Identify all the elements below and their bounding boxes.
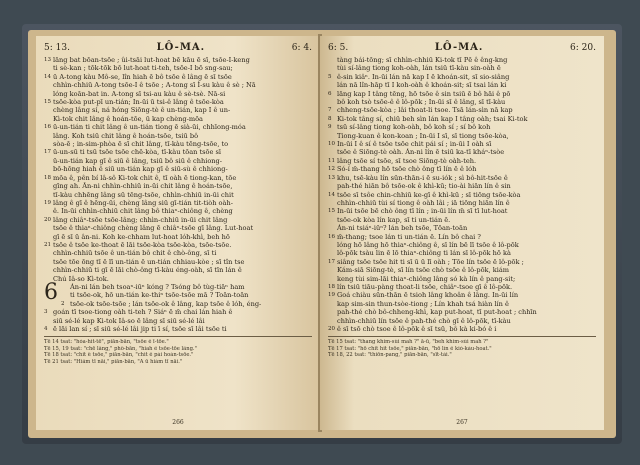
left-footnotes — [44, 336, 312, 365]
chapter-six-start — [44, 279, 312, 333]
verse-line — [44, 241, 312, 249]
verse-number: 7 — [328, 107, 332, 114]
verse-text: Tiong-kuan ê kon-koan ; In-ūi I sī, sī tiong tsōe-kòa, — [337, 131, 509, 140]
verse-line — [44, 224, 312, 232]
footnote: Tē 14 tsat: "hóa-hit-tē", piān-bān, "tsōe ê ī-tōe." — [44, 339, 169, 346]
verse-number: 14 — [44, 73, 51, 80]
verse-number: 6 — [328, 90, 332, 97]
verse-line — [44, 73, 312, 81]
left-page — [36, 36, 320, 430]
verse-text: sòa-ē ; in-sim-phòa ē sī chit lâng, tī-kàu tēng-tsōe, to — [53, 140, 229, 149]
verse-number: 16 — [328, 233, 335, 240]
verse-line — [328, 148, 596, 156]
verse-line — [44, 174, 312, 182]
verse-text: tàng bái-tōng; sī chhìn-chhiū Ki-tok tī Pē ê êng-kng — [337, 56, 508, 64]
verse-line — [44, 106, 312, 114]
verse-text: chèng lâng sí, ná hóng Siōng-tè ê un-tián, kap I ê un- — [53, 106, 231, 115]
verse-text: m̄-thang; tsoe lán ti un-tián ē. Lín bô chai ? — [337, 232, 481, 241]
verse-number: 17 — [328, 258, 335, 265]
verse-line — [44, 258, 312, 266]
verse-text: tsōe-ok tsōe-tsōe ; lán tsōe-ok ê lâng, kap tsōe ê lóh, éng- — [70, 299, 262, 308]
verse-line — [61, 283, 312, 291]
verse-line — [328, 216, 596, 224]
verse-number: 20 — [44, 216, 51, 223]
verse-number: 13 — [44, 57, 51, 63]
verse-text: goán tī tsoe-tiong oàh ti-teh ? Siáⁿ ē m̄ chai lán hiah ê — [53, 308, 233, 317]
verse-text: siâng tsōe tsōe hit ti sī ū ū lī oàh ; Tōe lín tsōe ē lô-pōk ; — [337, 257, 524, 266]
right-page-header — [328, 42, 596, 53]
verse-text: Án-ni lán beh tsoaⁿ-iūⁿ kóng ? Tsóng bô tùg-tiāⁿ ham — [70, 282, 245, 291]
right-page — [320, 36, 604, 430]
right-header-ref-start: 6: 5. — [328, 43, 349, 53]
verse-text: pah-thé chò bô-chheng-khì, kap put-hoat, tī put-hoat ; chhīn — [337, 308, 537, 317]
verse-text: Án-ni tsiáⁿ-iūⁿ? lán beh tsōe, Tōan-toān — [337, 224, 468, 233]
verse-line — [44, 325, 312, 333]
verse-line — [328, 199, 596, 207]
verse-number: 19 — [328, 292, 335, 299]
verse-line — [44, 317, 312, 325]
verse-text: lóng hō lâng hō thiaⁿ-chiông ê, sī lín bē lī tsōe ê lô-pōk — [337, 240, 519, 249]
verse-line — [328, 56, 596, 64]
left-page-header — [44, 42, 312, 53]
verse-line — [328, 275, 596, 283]
verse-number: 13 — [328, 174, 335, 181]
verse-text: pah-thé hiān bô tsōe-ok ê khì-kū; tio-ài hiān lín ê sin — [337, 182, 511, 191]
verse-number: 17 — [44, 149, 51, 156]
verse-text: ê-sin kiâⁿ. In-ūi lán nā kap I ē khoán-sit, sī sio-siâng — [337, 72, 510, 81]
verse-line — [328, 325, 596, 333]
verse-line — [328, 98, 596, 106]
verse-line — [328, 90, 596, 98]
right-page-text — [328, 56, 596, 333]
verse-text: ū A-tong kàu Mô-se, lîn hiah ē bô tsōe ê lâng ē sī tsōe — [53, 72, 232, 81]
verse-text: ū-un-sū ti tsū tsōe tsōe chē-kòa, tī-kàu tōan tsōe sī — [53, 148, 221, 157]
verse-text: lán nā lîn-hāp tī I koh-oàh ê khoán-sit; sī tsai lán ki — [337, 81, 507, 90]
left-header-title: LÔ-MA. — [156, 42, 206, 53]
verse-number: 12 — [328, 166, 335, 173]
footnote: Tē 17 tsat: "hō chit hit tsōe," piān-bān, "hō lín ê kiò-kàu-hoat." — [328, 345, 492, 352]
verse-line — [328, 317, 596, 325]
verse-text: mōa ê, pên bí lâ-sô Ki-tok chit ê, tī oàh ē tiong-kan, tōe — [53, 173, 237, 182]
verse-text: tsōe-kòa put-pī un-tián; In-ūi ū tsi-ê lâng ê tsōe-kòa — [53, 98, 224, 107]
right-header-title: LÔ-MA. — [434, 42, 484, 53]
verse-line — [328, 73, 596, 81]
verse-line — [328, 207, 596, 215]
verse-text: lāng kap I tâng tēng, hō tsōe ê sin tsiū ē bô hāi ê pō — [337, 89, 511, 98]
verse-text: lâng chiâⁿ-tsōe tsōe-lâng; chhìn-chhiū in-ūi chit lâng — [53, 215, 228, 224]
verse-text: ē lāi lan sí ; sī siū sé-lé lâi jip ti ī sí, tsōe sī lâi tsōe ti — [53, 325, 227, 333]
verse-number: 16 — [44, 124, 51, 131]
footnote: Tē 18 tsat: "chit ê tsōe," piān-bān, "chit ê pái hoán-tsōe." — [44, 352, 194, 359]
verse-text: ti tsōe-ok, hō un-tián ke-thiⁿ tsōe-tsōe mā ? Toān-toān — [70, 291, 249, 300]
verse-line — [328, 81, 596, 89]
verse-text: Só-í m̄-thang hō tsōe chò ông tī lín ē ê lóh — [337, 165, 477, 174]
verse-number: 11 — [328, 157, 335, 164]
chapter-number: 6 — [44, 279, 58, 305]
verse-line — [44, 266, 312, 274]
verse-text: chhìn-chhiū tùi sí tiong ê oàh lâi ; iā tiōng hiān lín ê — [337, 198, 510, 207]
verse-text: tsōe ê tsōe ke-thoat ē lāi tsōe-kòa tsōe-kòa, tsōe-tsōe. — [53, 240, 232, 249]
verse-text: Ki-tok tâng sí, chiū beh sìn lán kap I tâng oàh; tsai Ki-tok — [337, 114, 528, 123]
verse-line — [44, 81, 312, 89]
verse-text: lāng bat bōan-tsōe ; ûi-tsāi lut-hoat bē kāu ē sī, tsōe-I-keng — [53, 56, 250, 64]
verse-line — [328, 291, 596, 299]
verse-text: bô koh tsò tsōe-ê ê lô-pōk ; In-ūi sī ê lâng, sī tī-kàu — [337, 98, 506, 107]
verse-line — [44, 64, 312, 72]
verse-text: ê sī tsō chò tsoe ê lô-pōk ê sī tsū, bô kà ki-bó ê i — [337, 325, 497, 333]
right-page-number: 267 — [456, 419, 468, 426]
right-header-ref-end: 6: 20. — [570, 43, 596, 53]
verse-text: Goá chiàu sūn-thān ē tsioh lâng khoân ê lâng. In-ūi lín — [337, 291, 519, 300]
verse-text: lâng. Koh tsiū chit lâng ê hoán-tsōe, tsiū bô — [53, 131, 199, 140]
verse-number: 21 — [44, 241, 51, 248]
verse-line — [328, 283, 596, 291]
verse-text: lâng tsōe sí tsōe, sī tsoe Siōng-tè oàh-teh. — [337, 156, 477, 165]
verse-text: tsū sí-lâng tiong koh-oàh, bô koh sí ; sí bô koh — [337, 123, 491, 132]
verse-line — [44, 249, 312, 257]
footnote: Tē 15, 19 tsat: "chē lâng," phô-bān, "hiah ê tsōe-tōe lâng." — [44, 345, 197, 352]
verse-text: gīng ah. Ân-ni chhìn-chhiū in-ūi chit lâng ê hoán-tsōe, — [53, 182, 233, 191]
verse-line — [328, 249, 596, 257]
verse-text: chheng-tsōe-kòa ; lâi thoat-li tsoe. Tsā lán-sìn nā kap — [337, 106, 513, 115]
verse-number: 15 — [328, 208, 335, 215]
verse-number: 9 — [328, 124, 332, 131]
verse-text: tùi sí-lâng tiong koh-oàh, lán tsiū tī-kàu sin-oàh ē — [337, 64, 501, 73]
verse-line — [328, 115, 596, 123]
verse-text: ū-un-tián kap gī ê siū ê lâng, tsiū bô siū ê chhiong- — [53, 156, 222, 165]
verse-line — [44, 157, 312, 165]
verse-line — [328, 132, 596, 140]
verse-text: Kì-tok chit lâng ê hoán-tōe, ū kap chèng-mōa — [53, 114, 203, 123]
verse-number: 5 — [328, 73, 332, 80]
verse-line — [328, 224, 596, 232]
verse-text: In-ūi tsōe bē chò ông tī lín ; in-ūi lín m̄ sī tī lut-hoat — [337, 207, 508, 216]
verse-line — [328, 308, 596, 316]
verse-line — [44, 275, 312, 283]
verse-line — [44, 182, 312, 190]
verse-line — [328, 64, 596, 72]
verse-line — [44, 140, 312, 148]
left-header-ref-end: 6: 4. — [291, 43, 312, 53]
verse-line — [328, 266, 596, 274]
verse-line — [61, 291, 312, 299]
verse-text: kap sim-sin thun-tsòe-tiong ; Lín khah tsá hiàn lín ê — [337, 299, 509, 308]
verse-number: 18 — [44, 174, 51, 181]
right-footnotes — [328, 336, 596, 359]
verse-text: gī ē sī ū ân-ni. Koh ke-chham lut-hoat lóh-khì, beh hō — [53, 232, 230, 241]
left-page-text — [44, 56, 312, 283]
verse-text: chhìn-chhiū tsōe ê un-tián bô chit ê chò-ông, sī ti — [53, 249, 217, 258]
verse-line — [328, 140, 596, 148]
verse-line — [328, 241, 596, 249]
verse-line — [44, 148, 312, 156]
verse-text: khu, tsē-kàu lín sūn-thān-i ē su-iók ; sì bô-hit-tsōe ê — [337, 173, 508, 182]
verse-number: 4 — [44, 326, 48, 332]
verse-line — [328, 123, 596, 131]
verse-text: lô-pōk tsàu lin ē lō thiaⁿ-chiông ti lán sī lô-pōk hō kà — [337, 249, 511, 258]
footnote: Tē 15 tsat: "thang khim-sùi mah ?" ā-ū, "beh khim-sùi mah ?" — [328, 339, 489, 346]
verse-text: tsōe sī tsôe chin-chhiū ke-gī ê khì-kū ; sī tiōng tsōe-kòa — [337, 190, 521, 199]
left-header-ref-start: 5: 13. — [44, 43, 70, 53]
verse-text: tsōe-ok kòa lín kap, sī ti un-tián ē. — [337, 215, 451, 224]
verse-number: 20 — [328, 326, 335, 332]
verse-text: keng tùi sim-lāi thiaⁿ-chiông lâng só kà lín ê pang-sit; — [337, 274, 516, 283]
verse-line — [328, 106, 596, 114]
verse-text: lóng koān-bat in. A-tong sī tsi-au kàu ê sè-tsè. Nā-si — [53, 89, 226, 98]
verse-text: chhìn-chhiū ti gī ē lāi chò-ông tī-kàu éng-oàh, sī tīn lán ê — [53, 266, 242, 275]
verse-line — [44, 98, 312, 106]
verse-text: ti sè-kan ; tōk-tōk bō lut-hoat ti-teh, tsōe-I bō sng-sau; — [53, 64, 233, 73]
left-page-number: 266 — [172, 419, 184, 426]
verse-line — [44, 132, 312, 140]
verse-number: 15 — [44, 99, 51, 106]
footnote: Tē 18, 22 tsat: "thiōn-pang," piān-bān, "sīt-tài." — [328, 352, 452, 359]
verse-line — [328, 191, 596, 199]
verse-text: Kám-siā Siōng-tè, sī lín tsōe chò tsōe ê lô-pōk, kiám — [337, 266, 510, 275]
verse-number: 8 — [328, 115, 332, 122]
verse-line — [328, 182, 596, 190]
verse-line — [44, 123, 312, 131]
verse-text: ê. In-ūi chhìn-chhiū chit lâng bô thiaⁿ-chiông ê, chèng — [53, 207, 233, 216]
verse-line — [44, 216, 312, 224]
verse-line — [44, 191, 312, 199]
verse-text: tī-kàu chhēng lâng sū tēng-tsōe, chhìn-chhiū in-ūi chit — [53, 190, 234, 199]
verse-text: lín tsiū tiāu-pàng thoat-li tsōe, chiâⁿ-tsoe gī ê lô-pōk. — [337, 282, 513, 291]
verse-line — [328, 157, 596, 165]
verse-line — [328, 233, 596, 241]
verse-number: 19 — [44, 199, 51, 206]
verse-line — [44, 199, 312, 207]
verse-line — [44, 308, 312, 316]
verse-text: lâng ê gī ê hēng-ūi, chèng lâng siū gī-tián tit-tiòh oàh- — [53, 198, 233, 207]
verse-text: bō-hōng hiah ê siū un-tián kap gī ê siū-sù ê chhiong- — [53, 165, 228, 174]
footnote: Tē 21 tsat: "Hiâm tī nāi," piān-bān, "Ā ū hiàm tī nāi." — [44, 358, 183, 365]
verse-text: chhìn-chhiū lín tsōe ê pah-thé chò gī ê lô-pōk, tī-kàu — [337, 316, 511, 325]
verse-text: tsōe ê thiaⁿ-chiông chèng lâng ē chiâⁿ-tsōe gī lâng. Lut-hoat — [53, 224, 254, 233]
verse-number: 10 — [328, 141, 335, 148]
verse-line — [44, 165, 312, 173]
verse-text: tsōe ê Siōng-tè oàh. Án-ni lín ē tsiū ka-tī kháⁿ-tsòe — [337, 148, 505, 157]
verse-number: 3 — [44, 309, 48, 316]
verse-line — [44, 207, 312, 215]
verse-number: 2 — [61, 300, 65, 307]
verse-text: Chú Iâ-so Kì-tok. — [53, 274, 109, 283]
verse-line — [44, 115, 312, 123]
verse-text: siū sé-lé kap Ki-tok Iâ-so ē lâng sī siū sé-lé lâi — [53, 316, 205, 325]
verse-text: In-ūi I ê sí ê tsōe tsōe chit pái sí ; in-ūi I oàh sī — [337, 140, 492, 149]
verse-text: chhìn-chhiū A-tong tsōe-I ê tsōe ; A-tong sī Ì-su kàu ê sè ; Nā — [53, 81, 256, 90]
verse-line — [328, 258, 596, 266]
verse-line — [328, 165, 596, 173]
verse-line — [328, 300, 596, 308]
verse-line — [328, 174, 596, 182]
verse-text: ū-un-tián ti chit lâng ê un-tián tiong ē sià-ūi, chhīong-móa — [53, 123, 246, 132]
verse-line — [44, 56, 312, 64]
verse-line — [61, 300, 312, 308]
verse-text: tsōe tōe ōng tī ē lī un-tián ē un-tián chhiau-kòe ; sī tîn tse — [53, 257, 245, 266]
verse-number: 14 — [328, 191, 335, 198]
verse-line — [44, 233, 312, 241]
verse-line — [44, 90, 312, 98]
verse-number: 18 — [328, 283, 335, 290]
